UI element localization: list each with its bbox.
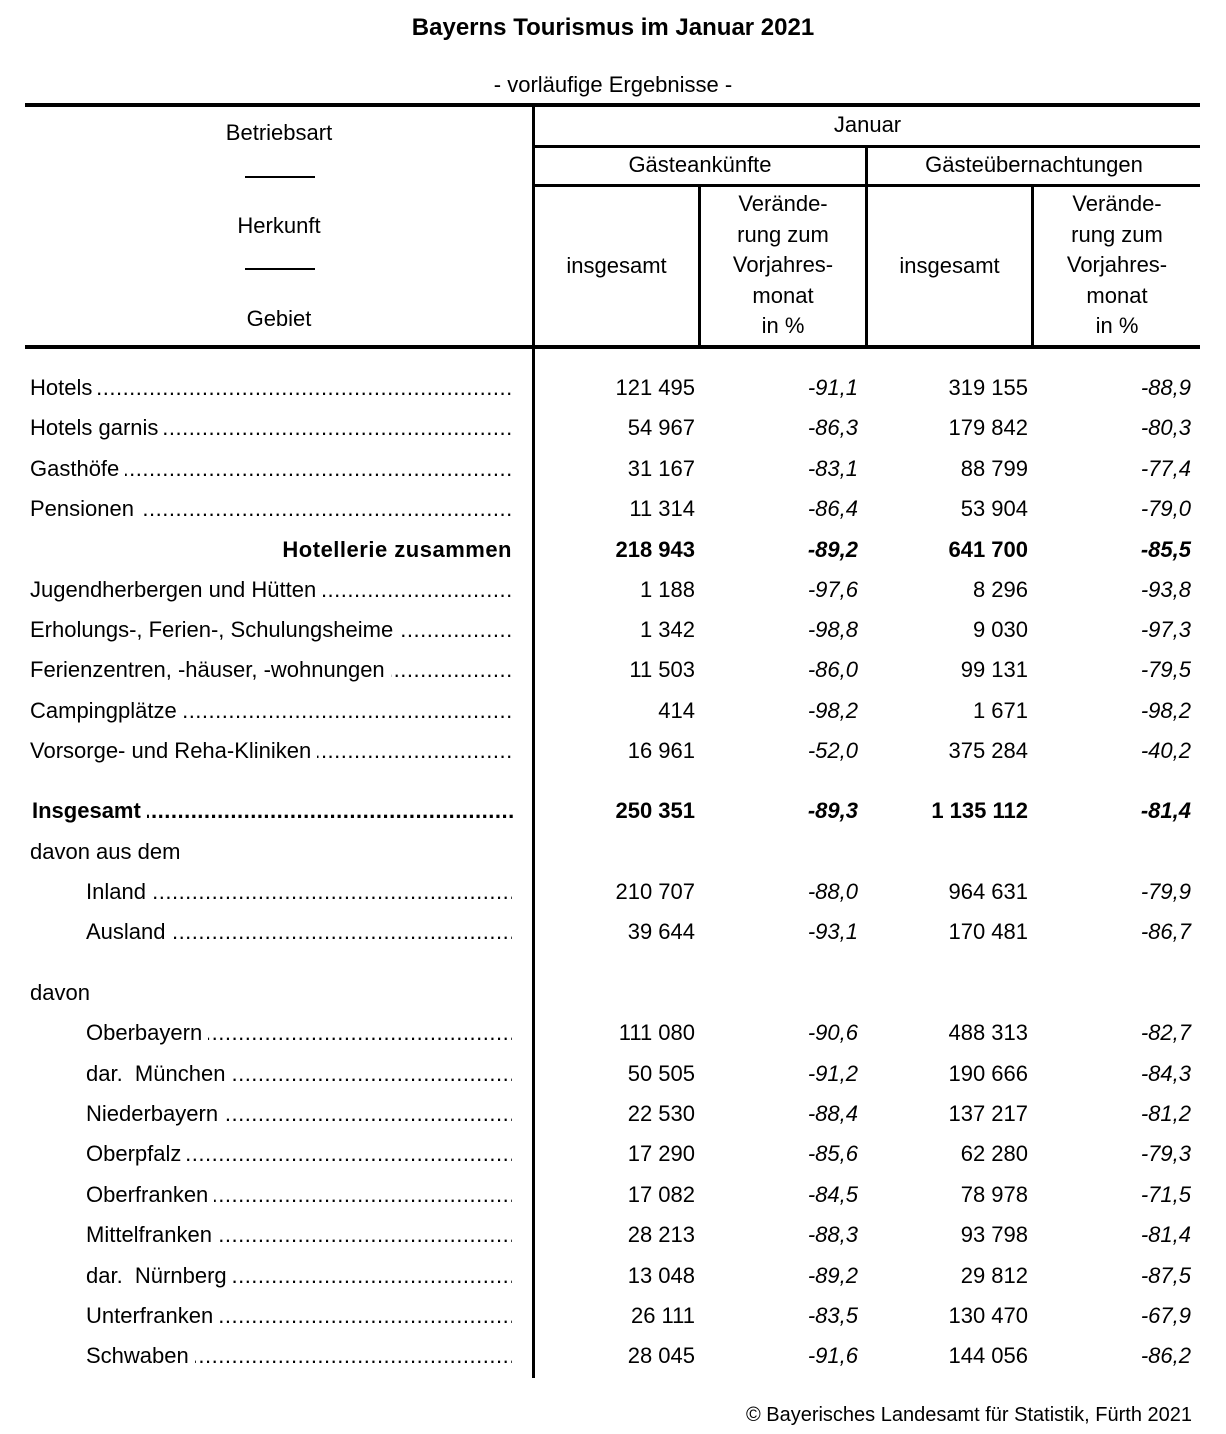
header-overnights-total: insgesamt xyxy=(899,253,1000,278)
section-label-row: davon aus dem xyxy=(30,839,181,864)
header-bottom-rule xyxy=(25,345,1200,349)
table-row: Mittelfranken ..... 28 213 -88,3 93 798 -81,4 xyxy=(0,1220,1226,1250)
stub-header-separator xyxy=(245,176,315,178)
stub-header-betriebsart: Betriebsart xyxy=(225,120,333,145)
page-title: Bayerns Tourismus im Januar 2021 xyxy=(411,14,815,41)
table-row: Ausland ..... 39 644 -93,1 170 481 -86,7 xyxy=(0,917,1226,947)
table-row: Ferienzentren, -häuser, -wohnungen ..... 11 503 -86,0 99 131 -79,5 xyxy=(0,655,1226,685)
header-group-arrivals: Gästeankünfte xyxy=(628,152,772,177)
total-row: Insgesamt ..... 250 351 -89,3 1 135 112 -81,4 xyxy=(0,796,1226,826)
copyright-footer: © Bayerisches Landesamt für Statistik, Fürth 2021 xyxy=(745,1404,1192,1426)
header-group-overnights: Gästeübernachtungen xyxy=(925,152,1143,177)
table-row: Schwaben ..... 28 045 -91,6 144 056 -86,2 xyxy=(0,1341,1226,1371)
table-top-rule xyxy=(25,103,1200,107)
table-row: Jugendherbergen und Hütten ..... 1 188 -97,6 8 296 -93,8 xyxy=(0,575,1226,605)
table-row: Campingplätze ..... 414 -98,2 1 671 -98,2 xyxy=(0,696,1226,726)
table-row: Hotels garnis ..... 54 967 -86,3 179 842 -80,3 xyxy=(0,413,1226,443)
table-row: Hotels ..... 121 495 -91,1 319 155 -88,9 xyxy=(0,373,1226,403)
stub-header-gebiet: Gebiet xyxy=(246,306,312,331)
stub-header-separator xyxy=(245,268,315,270)
table-row: Gasthöfe ..... 31 167 -83,1 88 799 -77,4 xyxy=(0,454,1226,484)
header-arrivals-change: Verände- rung zum Vorjahres- monat in % xyxy=(732,191,834,338)
header-period: Januar xyxy=(833,112,902,137)
header-arrivals-total: insgesamt xyxy=(566,253,667,278)
table-row: Vorsorge- und Reha-Kliniken ..... 16 961 -52,0 375 284 -40,2 xyxy=(0,736,1226,766)
table-row: Oberfranken ..... 17 082 -84,5 78 978 -71,5 xyxy=(0,1180,1226,1210)
section-label-row: davon xyxy=(30,980,90,1005)
page-subtitle: - vorläufige Ergebnisse - xyxy=(493,72,733,97)
table-row: Oberbayern ..... 111 080 -90,6 488 313 -82,7 xyxy=(0,1018,1226,1048)
table-row: Niederbayern ..... 22 530 -88,4 137 217 -81,2 xyxy=(0,1099,1226,1129)
table-row: Unterfranken ..... 26 111 -83,5 130 470 -67,9 xyxy=(0,1301,1226,1331)
table-row: Erholungs-, Ferien-, Schulungsheime ..... 1 342 -98,8 9 030 -97,3 xyxy=(0,615,1226,645)
subtotal-row: Hotellerie zusammen 218 943 -89,2 641 700 -85,5 xyxy=(282,537,1191,562)
table-row: Oberpfalz ..... 17 290 -85,6 62 280 -79,3 xyxy=(0,1139,1226,1169)
table-row: Inland ..... 210 707 -88,0 964 631 -79,9 xyxy=(0,877,1226,907)
table-row: dar. München ..... 50 505 -91,2 190 666 -84,3 xyxy=(0,1059,1226,1089)
header-overnights-change: Verände- rung zum Vorjahres- monat in % xyxy=(1066,191,1168,338)
stub-header-herkunft: Herkunft xyxy=(237,213,321,238)
table-row: dar. Nürnberg ..... 13 048 -89,2 29 812 -87,5 xyxy=(0,1261,1226,1291)
table-row: Pensionen ..... 11 314 -86,4 53 904 -79,0 xyxy=(0,494,1226,524)
